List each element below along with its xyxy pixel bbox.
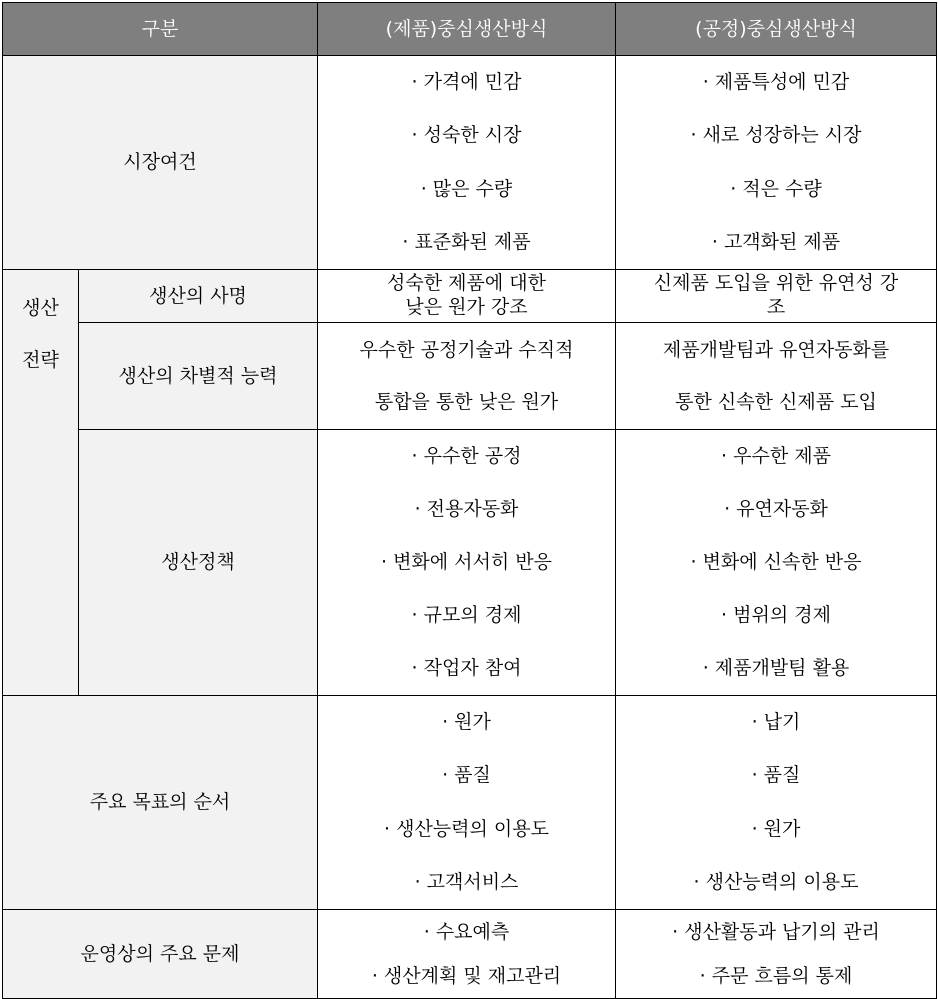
text-line: 제품개발팀과 유연자동화를 — [662, 338, 890, 361]
policy-product-cell — [318, 430, 616, 696]
list-item: · 우수한 공정 — [411, 445, 522, 468]
production-comparison-table — [2, 2, 937, 999]
list-item: · 규모의 경제 — [411, 604, 522, 627]
list-item: · 주문 흐름의 통제 — [699, 964, 853, 987]
list-item: · 원가 — [442, 711, 491, 734]
list-item: · 많은 수량 — [420, 177, 513, 200]
row-label-market: 시장여건 — [3, 56, 318, 270]
list-item: · 생산능력의 이용도 — [693, 870, 859, 893]
text-line: 우수한 공정기술과 수직적 — [359, 338, 574, 361]
capability-product-cell — [318, 323, 616, 430]
row-label-problems: 운영상의 주요 문제 — [3, 910, 318, 999]
row-label-mission: 생산의 사명 — [79, 270, 318, 323]
row-market — [3, 56, 937, 270]
list-item: · 생산능력의 이용도 — [384, 817, 549, 840]
list-item: · 수요예측 — [423, 920, 510, 943]
header-category: 구분 — [3, 3, 318, 56]
header-process-centered: (공정)중심생산방식 — [616, 3, 937, 56]
row-mission — [3, 270, 937, 323]
list-item: · 새로 성장하는 시장 — [690, 124, 862, 147]
capability-process-cell — [616, 323, 937, 430]
list-item: · 우수한 제품 — [721, 445, 831, 468]
market-product-cell — [318, 56, 616, 270]
text-line: 통합을 통한 낮은 원가 — [374, 390, 559, 413]
comparison-table-container — [2, 2, 936, 996]
problems-process-cell — [616, 910, 937, 999]
row-label-capability: 생산의 차별적 능력 — [79, 323, 318, 430]
mission-process-cell — [616, 270, 937, 323]
group-label-line: 전략 — [22, 349, 59, 371]
list-item: · 적은 수량 — [730, 177, 822, 200]
mission-product-cell — [318, 270, 616, 323]
header-product-centered: (제품)중심생산방식 — [318, 3, 616, 56]
problems-product-cell — [318, 910, 616, 999]
row-policy — [3, 430, 937, 696]
list-item: · 품질 — [751, 764, 801, 787]
row-capability — [3, 323, 937, 430]
text-line: 낮은 원가 강조 — [405, 296, 528, 318]
list-item: · 생산활동과 납기의 관리 — [672, 920, 880, 943]
list-item: · 생산계획 및 재고관리 — [371, 964, 562, 987]
market-process-cell — [616, 56, 937, 270]
row-label-policy: 생산정책 — [79, 430, 318, 696]
goals-product-cell — [318, 696, 616, 910]
row-label-goals: 주요 목표의 순서 — [3, 696, 318, 910]
list-item: · 작업자 참여 — [411, 657, 522, 680]
list-item: · 원가 — [751, 817, 801, 840]
text-line: 통한 신속한 신제품 도입 — [675, 390, 877, 413]
list-item: · 납기 — [751, 711, 801, 734]
list-item: · 가격에 민감 — [411, 71, 522, 94]
list-item: · 변화에 신속한 반응 — [690, 551, 862, 574]
list-item: · 제품개발팀 활용 — [702, 657, 850, 680]
text-line: 신제품 도입을 위한 유연성 강 — [653, 272, 899, 295]
policy-process-cell — [616, 430, 937, 696]
goals-process-cell — [616, 696, 937, 910]
text-line: 조 — [766, 296, 786, 318]
group-label-line: 생산 — [22, 297, 59, 319]
list-item: · 성숙한 시장 — [411, 124, 522, 147]
list-item: · 유연자동화 — [724, 498, 828, 521]
list-item: · 고객화된 제품 — [711, 230, 841, 253]
list-item: · 고객서비스 — [414, 870, 519, 893]
list-item: · 품질 — [442, 764, 491, 787]
list-item: · 변화에 서서히 반응 — [381, 551, 552, 574]
list-item: · 표준화된 제품 — [402, 230, 531, 253]
row-problems — [3, 910, 937, 999]
list-item: · 제품특성에 민감 — [702, 71, 850, 94]
text-line: 성숙한 제품에 대한 — [387, 272, 546, 295]
header-row — [3, 3, 937, 56]
list-item: · 범위의 경제 — [721, 604, 831, 627]
row-goals — [3, 696, 937, 910]
list-item: · 전용자동화 — [414, 498, 519, 521]
row-group-label-strategy — [3, 270, 79, 696]
